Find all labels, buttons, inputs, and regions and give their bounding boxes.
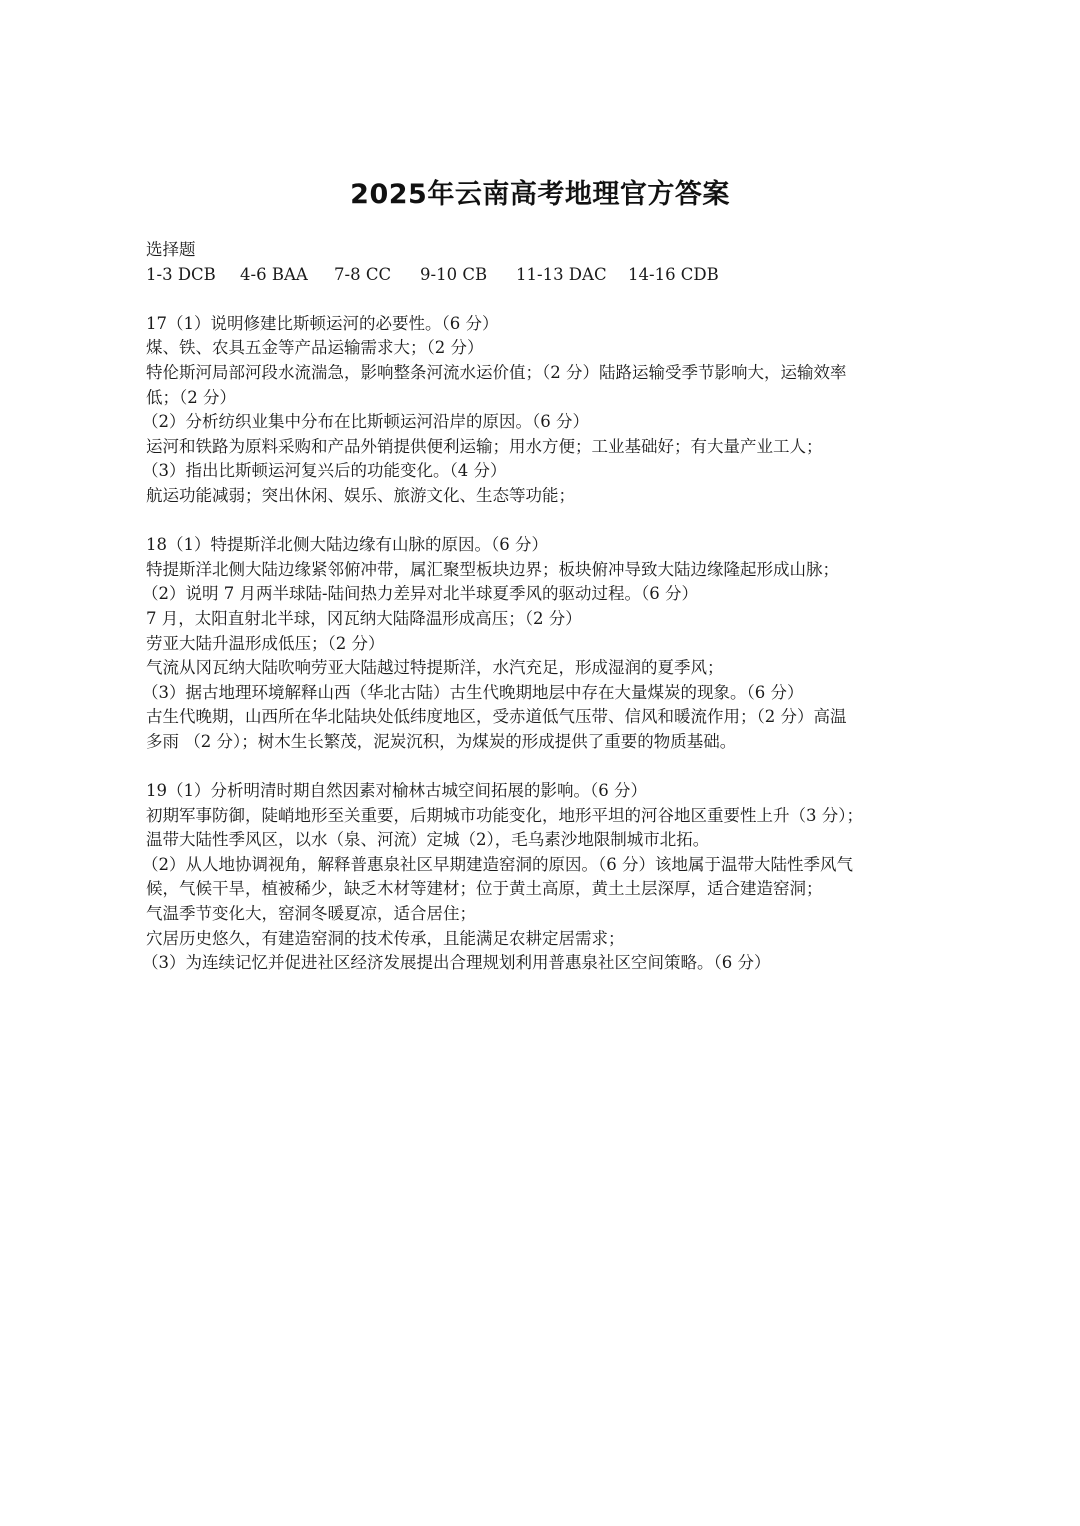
q18-line: 古生代晚期，山西所在华北陆块处低纬度地区，受赤道低气压带、信风和暖流作用；（2 分）高温 — [146, 707, 847, 727]
question-19 — [142, 779, 946, 976]
q17-line: 17（1）说明修建比斯顿运河的必要性。（6 分） — [146, 313, 499, 333]
q19-line: 候，气候干旱，植被稀少，缺乏木材等建材；位于黄土高原，黄土土层深厚，适合建造窑洞； — [146, 879, 823, 899]
q18-line: （3）据古地理环境解释山西（华北古陆）古生代晚期地层中存在大量煤炭的现象。（6 分） — [142, 682, 804, 702]
q18-line: 多雨 （2 分）；树木生长繁茂，泥炭沉积，为煤炭的形成提供了重要的物质基础。 — [146, 731, 737, 751]
q19-line: 初期军事防御，陡峭地形至关重要，后期城市功能变化，地形平坦的河谷地区重要性上升（3 分）； — [146, 805, 863, 825]
mc-answers — [146, 263, 946, 288]
spacer — [146, 287, 946, 312]
mc-answer: 9-10 CB — [420, 264, 488, 284]
page-title: 2025年云南高考地理官方答案 — [350, 179, 730, 210]
spacer — [146, 509, 946, 534]
q17-line: 特伦斯河局部河段水流湍急，影响整条河流水运价值；（2 分）陆路运输受季节影响大，运输效率 — [146, 362, 847, 382]
q19-line: 气温季节变化大，窑洞冬暖夏凉，适合居住； — [146, 904, 476, 924]
q19-line: 19（1）分析明清时期自然因素对榆林古城空间拓展的影响。（6 分） — [146, 781, 647, 801]
q17-line: 煤、铁、农具五金等产品运输需求大；（2 分） — [146, 338, 484, 358]
q18-line: 7 月，太阳直射北半球，冈瓦纳大陆降温形成高压；（2 分） — [146, 608, 582, 628]
answer-content — [142, 238, 946, 976]
q18-line: 气流从冈瓦纳大陆吹响劳亚大陆越过特提斯洋，水汽充足，形成湿润的夏季风； — [146, 658, 724, 678]
q17-line: （3）指出比斯顿运河复兴后的功能变化。（4 分） — [142, 461, 507, 481]
spacer — [146, 754, 946, 779]
question-18 — [142, 533, 946, 754]
mc-answer: 14-16 CDB — [628, 264, 719, 284]
q18-line: 特提斯洋北侧大陆边缘紧邻俯冲带，属汇聚型板块边界；板块俯冲导致大陆边缘隆起形成山脉； — [146, 559, 839, 579]
q18-line: （2）说明 7 月两半球陆-陆间热力差异对北半球夏季风的驱动过程。（6 分） — [142, 584, 699, 604]
q17-line: 低；（2 分） — [146, 387, 236, 407]
q19-line: 温带大陆性季风区，以水（泉、河流）定城（2），毛乌素沙地限制城市北拓。 — [146, 830, 710, 850]
q17-line: 航运功能减弱；突出休闲、娱乐、旅游文化、生态等功能； — [146, 485, 575, 505]
q18-line: 劳亚大陆升温形成低压；（2 分） — [146, 633, 385, 653]
mc-heading: 选择题 — [146, 240, 196, 259]
q17-line: （2）分析纺织业集中分布在比斯顿运河沿岸的原因。（6 分） — [142, 412, 589, 432]
q19-line: 穴居历史悠久，有建造窑洞的技术传承，且能满足农耕定居需求； — [146, 928, 625, 948]
mc-answer: 1-3 DCB — [146, 264, 216, 284]
q17-line: 运河和铁路为原料采购和产品外销提供便利运输；用水方便；工业基础好；有大量产业工人； — [146, 436, 823, 456]
mc-answer: 11-13 DAC — [516, 264, 607, 284]
question-17 — [142, 312, 946, 509]
q18-line: 18（1）特提斯洋北侧大陆边缘有山脉的原因。（6 分） — [146, 535, 548, 555]
mc-answer: 4-6 BAA — [240, 264, 308, 284]
mc-answer: 7-8 CC — [334, 264, 392, 284]
q19-line: （2）从人地协调视角，解释普惠泉社区早期建造窑洞的原因。（6 分）该地属于温带大陆性季风气 — [142, 854, 853, 874]
q19-line: （3）为连续记忆并促进社区经济发展提出合理规划利用普惠泉社区空间策略。（6 分） — [142, 953, 771, 973]
